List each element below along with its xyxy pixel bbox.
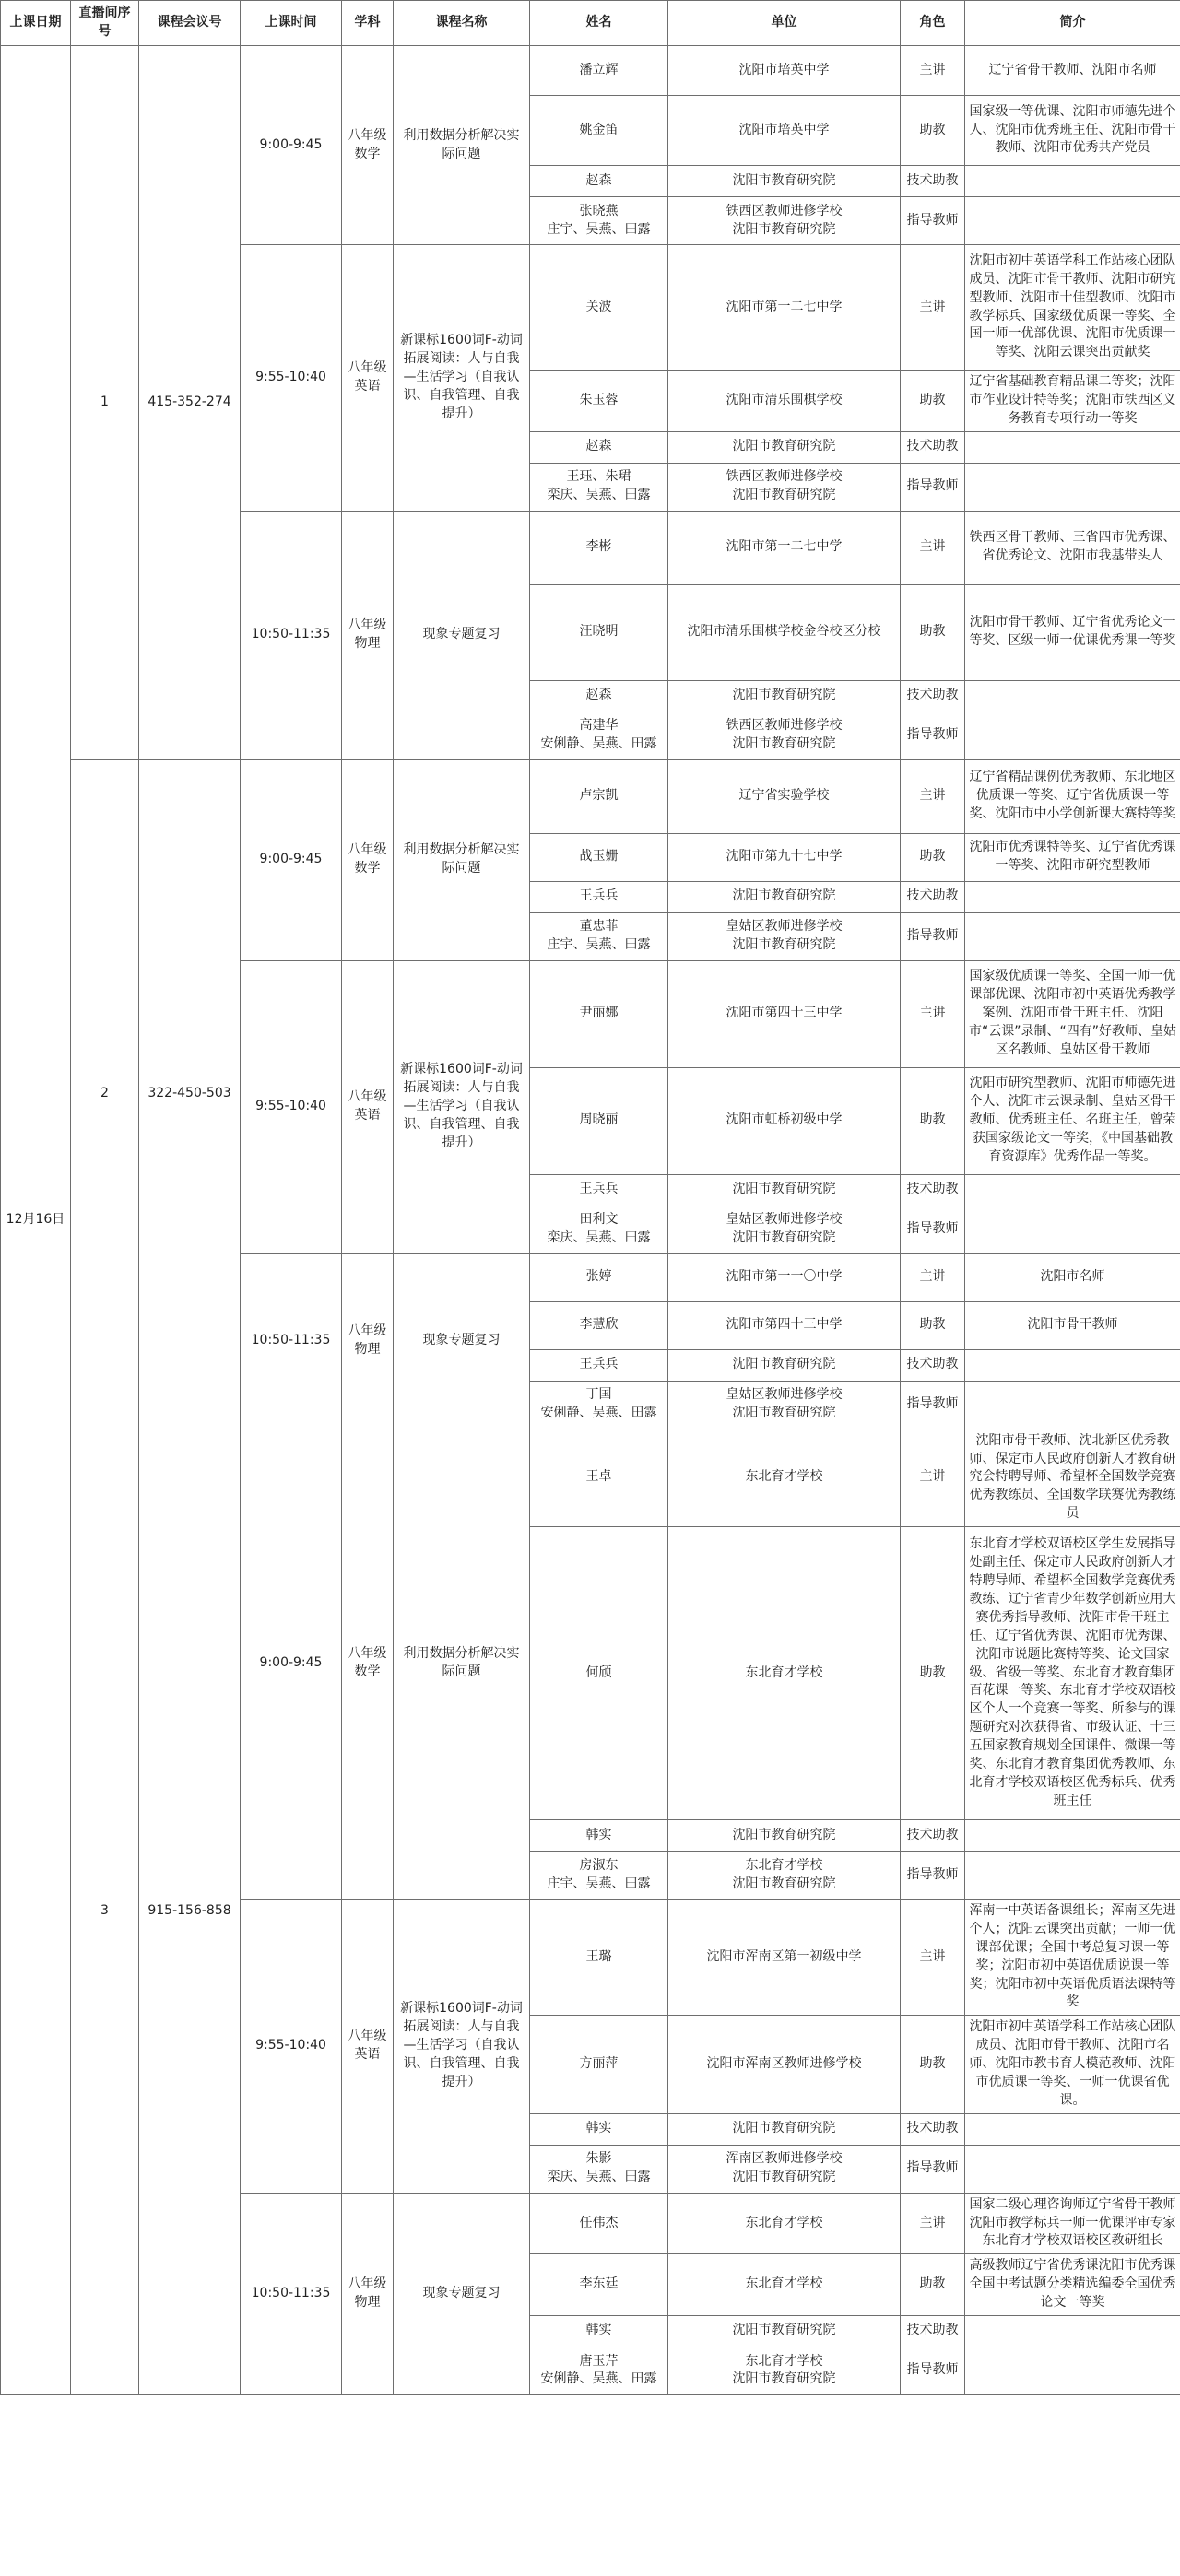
person-unit: 沈阳市培英中学 xyxy=(668,96,901,166)
person-name: 韩实 xyxy=(530,2113,668,2145)
person-intro: 沈阳市优秀课特等奖、辽宁省优秀课一等奖、沈阳市研究型教师 xyxy=(965,833,1180,881)
session-time: 10:50-11:35 xyxy=(241,511,342,759)
person-intro xyxy=(965,2145,1180,2193)
person-unit: 沈阳市清乐围棋学校金谷校区分校 xyxy=(668,584,901,680)
session-subject: 八年级 物理 xyxy=(342,2193,394,2394)
person-role: 助教 xyxy=(901,96,965,166)
header-row xyxy=(1,1,1180,46)
person-role: 主讲 xyxy=(901,46,965,96)
person-unit: 沈阳市第一一〇中学 xyxy=(668,1253,901,1301)
header-name: 姓名 xyxy=(530,1,668,46)
person-role: 指导教师 xyxy=(901,1206,965,1253)
person-unit: 皇姑区教师进修学校 沈阳市教育研究院 xyxy=(668,1206,901,1253)
person-unit: 铁西区教师进修学校 沈阳市教育研究院 xyxy=(668,463,901,511)
person-name: 李东廷 xyxy=(530,2254,668,2316)
header-room-no: 直播间序号 xyxy=(71,1,139,46)
person-name: 赵森 xyxy=(530,431,668,463)
person-unit: 沈阳市教育研究院 xyxy=(668,680,901,712)
person-unit: 辽宁省实验学校 xyxy=(668,759,901,833)
session-time: 9:00-9:45 xyxy=(241,1429,342,1899)
person-unit: 沈阳市第四十三中学 xyxy=(668,1301,901,1349)
person-unit: 沈阳市清乐围棋学校 xyxy=(668,371,901,432)
table-row xyxy=(1,46,1180,96)
person-name: 姚金笛 xyxy=(530,96,668,166)
person-role: 助教 xyxy=(901,1301,965,1349)
person-role: 指导教师 xyxy=(901,2347,965,2394)
person-name: 尹丽娜 xyxy=(530,960,668,1067)
person-role: 技术助教 xyxy=(901,166,965,197)
person-name: 王珏、朱珺 栾庆、吴燕、田露 xyxy=(530,463,668,511)
person-name: 李慧欣 xyxy=(530,1301,668,1349)
person-unit: 东北育才学校 沈阳市教育研究院 xyxy=(668,1852,901,1900)
session-subject: 八年级 数学 xyxy=(342,1429,394,1899)
person-role: 技术助教 xyxy=(901,881,965,912)
person-name: 董忠菲 庄宇、吴燕、田露 xyxy=(530,912,668,960)
person-intro xyxy=(965,2113,1180,2145)
session-subject: 八年级 数学 xyxy=(342,759,394,960)
person-role: 主讲 xyxy=(901,960,965,1067)
person-unit: 东北育才学校 xyxy=(668,2254,901,2316)
person-intro xyxy=(965,197,1180,245)
person-name: 张晓燕 庄宇、吴燕、田露 xyxy=(530,197,668,245)
person-name: 韩实 xyxy=(530,2315,668,2347)
person-role: 助教 xyxy=(901,2254,965,2316)
person-role: 指导教师 xyxy=(901,197,965,245)
person-name: 汪晓明 xyxy=(530,584,668,680)
person-intro: 国家级优质课一等奖、全国一师一优课部优课、沈阳市初中英语优秀教学案例、沈阳市骨干班主任、沈阳市“云课”录制、“四有”好教师、皇姑区名教师、皇姑区骨干教师 xyxy=(965,960,1180,1067)
room-number: 2 xyxy=(71,759,139,1429)
person-unit: 沈阳市浑南区教师进修学校 xyxy=(668,2016,901,2113)
person-role: 助教 xyxy=(901,371,965,432)
person-unit: 沈阳市教育研究院 xyxy=(668,166,901,197)
person-intro: 铁西区骨干教师、三省四市优秀课、省优秀论文、沈阳市我基带头人 xyxy=(965,511,1180,584)
course-name: 利用数据分析解决实际问题 xyxy=(394,46,530,245)
person-unit: 沈阳市教育研究院 xyxy=(668,431,901,463)
table-row xyxy=(1,759,1180,833)
session-time: 9:55-10:40 xyxy=(241,1900,342,2194)
course-name: 现象专题复习 xyxy=(394,1253,530,1429)
person-name: 房淑东 庄宇、吴燕、田露 xyxy=(530,1852,668,1900)
person-role: 技术助教 xyxy=(901,431,965,463)
person-intro: 沈阳市名师 xyxy=(965,1253,1180,1301)
session-time: 10:50-11:35 xyxy=(241,2193,342,2394)
course-name: 新课标1600词F-动词拓展阅读：人与自我—生活学习（自我认识、自我管理、自我提升） xyxy=(394,245,530,512)
person-intro xyxy=(965,1852,1180,1900)
person-role: 技术助教 xyxy=(901,1820,965,1852)
room-number: 1 xyxy=(71,46,139,760)
person-intro: 国家级一等优课、沈阳市师德先进个人、沈阳市优秀班主任、沈阳市骨干教师、沈阳市优秀共产党员 xyxy=(965,96,1180,166)
session-subject: 八年级 物理 xyxy=(342,1253,394,1429)
person-intro: 高级教师辽宁省优秀课沈阳市优秀课全国中考试题分类精选编委全国优秀论文一等奖 xyxy=(965,2254,1180,2316)
course-name: 现象专题复习 xyxy=(394,511,530,759)
person-intro: 沈阳市骨干教师、沈北新区优秀教师、保定市人民政府创新人才教育研究会特聘导师、希望杯全国数学竞赛优秀教练员、全国数学联赛优秀教练员 xyxy=(965,1429,1180,1526)
person-intro xyxy=(965,881,1180,912)
person-role: 主讲 xyxy=(901,759,965,833)
class-date: 12月16日 xyxy=(1,46,71,2395)
person-unit: 沈阳市教育研究院 xyxy=(668,1820,901,1852)
person-name: 唐玉芹 安俐静、吴燕、田露 xyxy=(530,2347,668,2394)
person-unit: 浑南区教师进修学校 沈阳市教育研究院 xyxy=(668,2145,901,2193)
person-intro xyxy=(965,680,1180,712)
session-subject: 八年级 数学 xyxy=(342,46,394,245)
session-subject: 八年级 物理 xyxy=(342,511,394,759)
person-intro xyxy=(965,166,1180,197)
person-name: 田利文 栾庆、吴燕、田露 xyxy=(530,1206,668,1253)
session-time: 9:55-10:40 xyxy=(241,960,342,1253)
person-unit: 沈阳市第九十七中学 xyxy=(668,833,901,881)
person-role: 助教 xyxy=(901,584,965,680)
person-unit: 沈阳市第一二七中学 xyxy=(668,245,901,371)
header-unit: 单位 xyxy=(668,1,901,46)
person-name: 方丽萍 xyxy=(530,2016,668,2113)
person-intro xyxy=(965,912,1180,960)
course-name: 现象专题复习 xyxy=(394,2193,530,2394)
person-name: 关波 xyxy=(530,245,668,371)
meeting-id: 915-156-858 xyxy=(139,1429,241,2394)
person-name: 朱影 栾庆、吴燕、田露 xyxy=(530,2145,668,2193)
person-intro: 国家二级心理咨询师辽宁省骨干教师沈阳市教学标兵一师一优课评审专家东北育才学校双语校区教研组长 xyxy=(965,2193,1180,2254)
person-intro: 辽宁省精品课例优秀教师、东北地区优质课一等奖、辽宁省优质课一等奖、沈阳市中小学创新课大赛特等奖 xyxy=(965,759,1180,833)
person-intro: 辽宁省骨干教师、沈阳市名师 xyxy=(965,46,1180,96)
person-intro: 沈阳市初中英语学科工作站核心团队成员、沈阳市骨干教师、沈阳市研究型教师、沈阳市十佳型教师、沈阳市教学标兵、国家级优质课一等奖、全国一师一优部优课、沈阳市优质课一等奖、沈阳云课突出贡献奖 xyxy=(965,245,1180,371)
session-time: 10:50-11:35 xyxy=(241,1253,342,1429)
person-intro: 沈阳市研究型教师、沈阳市师德先进个人、沈阳市云课录制、皇姑区骨干教师、优秀班主任、名班主任，曾荣获国家级论文一等奖，《中国基础教育资源库》优秀作品一等奖。 xyxy=(965,1067,1180,1174)
person-intro xyxy=(965,2347,1180,2394)
session-subject: 八年级 英语 xyxy=(342,245,394,512)
header-role: 角色 xyxy=(901,1,965,46)
person-unit: 东北育才学校 xyxy=(668,2193,901,2254)
person-unit: 皇姑区教师进修学校 沈阳市教育研究院 xyxy=(668,1381,901,1429)
person-unit: 沈阳市培英中学 xyxy=(668,46,901,96)
person-role: 主讲 xyxy=(901,1900,965,2016)
person-unit: 沈阳市教育研究院 xyxy=(668,2315,901,2347)
person-intro xyxy=(965,1349,1180,1381)
person-unit: 皇姑区教师进修学校 沈阳市教育研究院 xyxy=(668,912,901,960)
person-unit: 沈阳市教育研究院 xyxy=(668,881,901,912)
table-row xyxy=(1,1429,1180,1526)
person-name: 丁国 安俐静、吴燕、田露 xyxy=(530,1381,668,1429)
person-name: 高建华 安俐静、吴燕、田露 xyxy=(530,712,668,759)
room-number: 3 xyxy=(71,1429,139,2394)
person-role: 技术助教 xyxy=(901,680,965,712)
person-name: 何颀 xyxy=(530,1527,668,1820)
person-name: 潘立辉 xyxy=(530,46,668,96)
person-intro xyxy=(965,1381,1180,1429)
person-intro: 沈阳市骨干教师、辽宁省优秀论文一等奖、区级一师一优课优秀课一等奖 xyxy=(965,584,1180,680)
person-role: 指导教师 xyxy=(901,2145,965,2193)
header-time: 上课时间 xyxy=(241,1,342,46)
meeting-id: 322-450-503 xyxy=(139,759,241,1429)
header-date: 上课日期 xyxy=(1,1,71,46)
person-intro xyxy=(965,712,1180,759)
person-unit: 铁西区教师进修学校 沈阳市教育研究院 xyxy=(668,197,901,245)
person-role: 技术助教 xyxy=(901,1349,965,1381)
person-intro xyxy=(965,1820,1180,1852)
person-intro xyxy=(965,1206,1180,1253)
person-role: 助教 xyxy=(901,1527,965,1820)
person-role: 指导教师 xyxy=(901,1381,965,1429)
person-name: 王璐 xyxy=(530,1900,668,2016)
person-name: 韩实 xyxy=(530,1820,668,1852)
person-unit: 沈阳市浑南区第一初级中学 xyxy=(668,1900,901,2016)
person-role: 主讲 xyxy=(901,2193,965,2254)
person-name: 周晓丽 xyxy=(530,1067,668,1174)
person-role: 指导教师 xyxy=(901,463,965,511)
person-role: 主讲 xyxy=(901,245,965,371)
person-name: 朱玉蓉 xyxy=(530,371,668,432)
person-role: 助教 xyxy=(901,2016,965,2113)
person-name: 赵森 xyxy=(530,680,668,712)
person-role: 指导教师 xyxy=(901,712,965,759)
person-unit: 沈阳市第四十三中学 xyxy=(668,960,901,1067)
person-intro: 沈阳市初中英语学科工作站核心团队成员、沈阳市骨干教师、沈阳市名师、沈阳市教书育人模范教师、沈阳市优质课一等奖、一师一优课省优课。 xyxy=(965,2016,1180,2113)
header-intro: 简介 xyxy=(965,1,1180,46)
header-course: 课程名称 xyxy=(394,1,530,46)
header-meeting-id: 课程会议号 xyxy=(139,1,241,46)
person-intro: 东北育才学校双语校区学生发展指导处副主任、保定市人民政府创新人才特聘导师、希望杯全国数学竞赛优秀教练、辽宁省青少年数学创新应用大赛优秀指导教师、沈阳市骨干班主任、辽宁省优秀课、沈阳市优秀课、沈阳市说题比赛特等奖、论文国家级、省级一等奖、东北育才教育集团百花课一等奖、东北育才学校双语校区个人一个竞赛一等奖、所参与的课题研究对次获得省、市级认证、十三五国家教育规划全国课件、微课一等奖、东北育才教育集团优秀教师、东北育才学校双语校区优秀标兵、优秀班主任 xyxy=(965,1527,1180,1820)
person-name: 任伟杰 xyxy=(530,2193,668,2254)
header-subject: 学科 xyxy=(342,1,394,46)
person-unit: 沈阳市教育研究院 xyxy=(668,1349,901,1381)
person-role: 指导教师 xyxy=(901,1852,965,1900)
person-role: 主讲 xyxy=(901,1429,965,1526)
person-role: 主讲 xyxy=(901,511,965,584)
meeting-id: 415-352-274 xyxy=(139,46,241,760)
session-subject: 八年级 英语 xyxy=(342,1900,394,2194)
person-name: 战玉姗 xyxy=(530,833,668,881)
session-subject: 八年级 英语 xyxy=(342,960,394,1253)
person-unit: 东北育才学校 沈阳市教育研究院 xyxy=(668,2347,901,2394)
person-unit: 沈阳市教育研究院 xyxy=(668,2113,901,2145)
person-role: 技术助教 xyxy=(901,2315,965,2347)
session-time: 9:55-10:40 xyxy=(241,245,342,512)
session-time: 9:00-9:45 xyxy=(241,46,342,245)
person-role: 技术助教 xyxy=(901,1174,965,1206)
person-unit: 沈阳市教育研究院 xyxy=(668,1174,901,1206)
person-role: 助教 xyxy=(901,833,965,881)
person-name: 王卓 xyxy=(530,1429,668,1526)
person-intro: 辽宁省基础教育精品课二等奖；沈阳市作业设计特等奖；沈阳市铁西区义务教育专项行动一等奖 xyxy=(965,371,1180,432)
person-intro xyxy=(965,463,1180,511)
person-name: 张婷 xyxy=(530,1253,668,1301)
person-name: 李彬 xyxy=(530,511,668,584)
person-intro xyxy=(965,1174,1180,1206)
person-role: 指导教师 xyxy=(901,912,965,960)
person-role: 助教 xyxy=(901,1067,965,1174)
course-name: 新课标1600词F-动词拓展阅读：人与自我—生活学习（自我认识、自我管理、自我提升） xyxy=(394,1900,530,2194)
person-unit: 沈阳市虹桥初级中学 xyxy=(668,1067,901,1174)
course-name: 新课标1600词F-动词拓展阅读：人与自我—生活学习（自我认识、自我管理、自我提升） xyxy=(394,960,530,1253)
person-unit: 铁西区教师进修学校 沈阳市教育研究院 xyxy=(668,712,901,759)
person-role: 技术助教 xyxy=(901,2113,965,2145)
course-name: 利用数据分析解决实际问题 xyxy=(394,759,530,960)
person-name: 王兵兵 xyxy=(530,1349,668,1381)
person-name: 卢宗凯 xyxy=(530,759,668,833)
person-intro xyxy=(965,2315,1180,2347)
person-role: 主讲 xyxy=(901,1253,965,1301)
person-intro: 沈阳市骨干教师 xyxy=(965,1301,1180,1349)
person-name: 赵森 xyxy=(530,166,668,197)
session-time: 9:00-9:45 xyxy=(241,759,342,960)
person-name: 王兵兵 xyxy=(530,881,668,912)
course-name: 利用数据分析解决实际问题 xyxy=(394,1429,530,1899)
person-intro xyxy=(965,431,1180,463)
person-unit: 东北育才学校 xyxy=(668,1429,901,1526)
person-unit: 东北育才学校 xyxy=(668,1527,901,1820)
person-name: 王兵兵 xyxy=(530,1174,668,1206)
person-intro: 浑南一中英语备课组长；浑南区先进个人；沈阳云课突出贡献；一师一优课部优课；全国中考总复习课一等奖；沈阳市初中英语优质说课一等奖；沈阳市初中英语优质语法课特等奖 xyxy=(965,1900,1180,2016)
person-unit: 沈阳市第一二七中学 xyxy=(668,511,901,584)
